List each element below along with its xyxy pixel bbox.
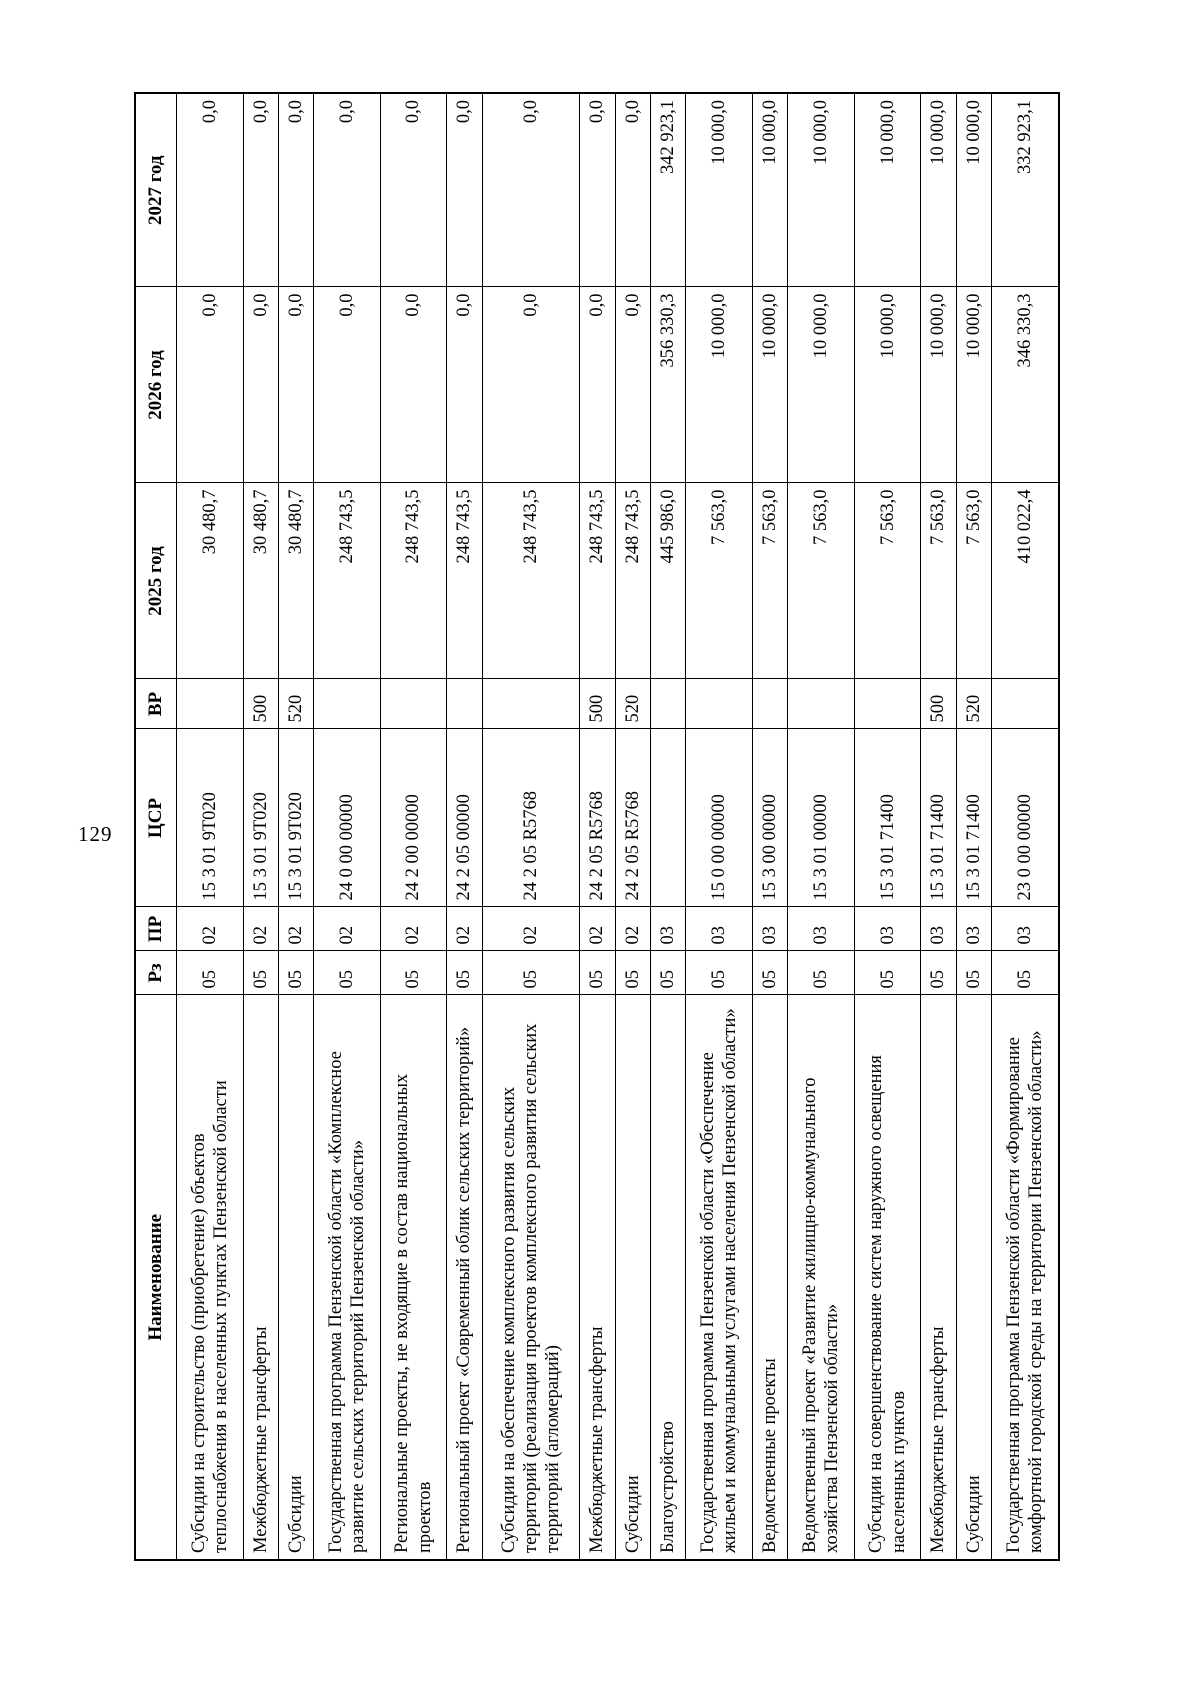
table-row	[921, 93, 956, 1560]
cell-rz: 05	[580, 951, 615, 995]
cell-value-2025: 248 743,5	[580, 483, 615, 679]
cell-name: Субсидии	[956, 995, 991, 1560]
cell-value-2026: 10 000,0	[854, 287, 921, 483]
cell-value-2025: 248 743,5	[615, 483, 650, 679]
cell-vr: 500	[921, 679, 956, 729]
cell-csr: 15 3 01 9Т020	[177, 729, 244, 907]
cell-pr: 02	[278, 907, 313, 951]
cell-vr	[686, 679, 753, 729]
cell-vr	[788, 679, 855, 729]
cell-csr: 23 0 00 00000	[992, 729, 1059, 907]
cell-pr: 03	[854, 907, 921, 951]
table-row	[380, 93, 447, 1560]
cell-value-2027: 10 000,0	[752, 93, 787, 287]
cell-name: Государственная программа Пензенской области «Комплексное развитие сельских территорий Пензенской области»	[314, 995, 381, 1560]
cell-value-2025: 445 986,0	[651, 483, 686, 679]
cell-pr: 02	[580, 907, 615, 951]
cell-name: Субсидии на строительство (приобретение) объектов теплоснабжения в населенных пунктах Пензенской области	[177, 995, 244, 1560]
header-2027: 2027 год	[135, 93, 177, 287]
cell-name: Региональные проекты, не входящие в состав национальных проектов	[380, 995, 447, 1560]
cell-vr	[380, 679, 447, 729]
table-row	[956, 93, 991, 1560]
page-number: 129	[78, 822, 113, 846]
table-row	[854, 93, 921, 1560]
cell-rz: 05	[177, 951, 244, 995]
cell-value-2026: 10 000,0	[956, 287, 991, 483]
cell-value-2025: 7 563,0	[956, 483, 991, 679]
cell-csr: 15 3 00 00000	[752, 729, 787, 907]
cell-value-2026: 10 000,0	[788, 287, 855, 483]
cell-value-2026: 0,0	[482, 287, 580, 483]
table-row	[243, 93, 278, 1560]
cell-pr: 02	[615, 907, 650, 951]
cell-value-2026: 0,0	[314, 287, 381, 483]
cell-value-2026: 10 000,0	[686, 287, 753, 483]
cell-name: Субсидии на обеспечение комплексного развития сельских территорий (реализация проектов комплексного развития сельских территорий (агломераций)	[482, 995, 580, 1560]
cell-pr: 02	[380, 907, 447, 951]
cell-value-2025: 248 743,5	[380, 483, 447, 679]
cell-name: Региональный проект «Современный облик сельских территорий»	[447, 995, 482, 1560]
header-rz: Рз	[135, 951, 177, 995]
cell-value-2025: 248 743,5	[314, 483, 381, 679]
cell-pr: 03	[686, 907, 753, 951]
cell-name: Межбюджетные трансферты	[580, 995, 615, 1560]
rotated-table-wrapper	[134, 94, 1060, 1561]
cell-value-2027: 0,0	[482, 93, 580, 287]
table-row	[314, 93, 381, 1560]
cell-vr: 520	[615, 679, 650, 729]
table-row	[992, 93, 1059, 1560]
cell-csr: 24 2 05 R5768	[482, 729, 580, 907]
cell-value-2025: 248 743,5	[447, 483, 482, 679]
cell-rz: 05	[921, 951, 956, 995]
cell-value-2027: 10 000,0	[956, 93, 991, 287]
cell-name: Субсидии	[615, 995, 650, 1560]
cell-value-2027: 0,0	[314, 93, 381, 287]
cell-value-2025: 7 563,0	[788, 483, 855, 679]
cell-value-2027: 0,0	[447, 93, 482, 287]
cell-rz: 05	[956, 951, 991, 995]
cell-rz: 05	[447, 951, 482, 995]
cell-pr: 03	[921, 907, 956, 951]
header-2025: 2025 год	[135, 483, 177, 679]
cell-name: Субсидии на совершенствование систем наружного освещения населенных пунктов	[854, 995, 921, 1560]
cell-rz: 05	[380, 951, 447, 995]
cell-value-2026: 0,0	[615, 287, 650, 483]
cell-value-2027: 342 923,1	[651, 93, 686, 287]
cell-pr: 02	[314, 907, 381, 951]
cell-pr: 02	[447, 907, 482, 951]
cell-rz: 05	[615, 951, 650, 995]
header-row	[135, 93, 177, 1560]
cell-value-2026: 356 330,3	[651, 287, 686, 483]
cell-csr: 15 3 01 71400	[956, 729, 991, 907]
cell-rz: 05	[651, 951, 686, 995]
table-row	[278, 93, 313, 1560]
cell-pr: 02	[177, 907, 244, 951]
cell-rz: 05	[752, 951, 787, 995]
cell-vr: 520	[956, 679, 991, 729]
table-row	[686, 93, 753, 1560]
cell-csr: 24 0 00 00000	[314, 729, 381, 907]
cell-value-2026: 0,0	[447, 287, 482, 483]
cell-value-2025: 30 480,7	[278, 483, 313, 679]
header-vr: ВР	[135, 679, 177, 729]
cell-rz: 05	[278, 951, 313, 995]
cell-pr: 02	[482, 907, 580, 951]
table-row	[651, 93, 686, 1560]
cell-csr: 15 3 01 00000	[788, 729, 855, 907]
cell-csr	[651, 729, 686, 907]
cell-rz: 05	[243, 951, 278, 995]
cell-vr	[854, 679, 921, 729]
cell-name: Благоустройство	[651, 995, 686, 1560]
table-row	[580, 93, 615, 1560]
cell-value-2027: 10 000,0	[921, 93, 956, 287]
cell-csr: 15 3 01 9Т020	[278, 729, 313, 907]
table-row	[752, 93, 787, 1560]
cell-csr: 15 3 01 71400	[854, 729, 921, 907]
cell-vr: 520	[278, 679, 313, 729]
cell-value-2026: 0,0	[243, 287, 278, 483]
header-csr: ЦСР	[135, 729, 177, 907]
cell-name: Государственная программа Пензенской области «Формирование комфортной городской среды на территории Пензенской области»	[992, 995, 1059, 1560]
cell-csr: 15 3 01 9Т020	[243, 729, 278, 907]
cell-rz: 05	[788, 951, 855, 995]
cell-value-2026: 0,0	[278, 287, 313, 483]
cell-pr: 02	[243, 907, 278, 951]
header-2026: 2026 год	[135, 287, 177, 483]
cell-value-2027: 0,0	[580, 93, 615, 287]
cell-value-2027: 10 000,0	[788, 93, 855, 287]
cell-value-2027: 10 000,0	[686, 93, 753, 287]
budget-table	[134, 92, 1060, 1561]
cell-name: Государственная программа Пензенской области «Обеспечение жильем и коммунальными услугами населения Пензенской области»	[686, 995, 753, 1560]
cell-value-2025: 30 480,7	[177, 483, 244, 679]
cell-pr: 03	[788, 907, 855, 951]
cell-value-2027: 0,0	[380, 93, 447, 287]
cell-name: Субсидии	[278, 995, 313, 1560]
cell-value-2027: 332 923,1	[992, 93, 1059, 287]
cell-rz: 05	[854, 951, 921, 995]
cell-value-2027: 0,0	[278, 93, 313, 287]
cell-rz: 05	[992, 951, 1059, 995]
cell-vr: 500	[243, 679, 278, 729]
cell-csr: 24 2 05 00000	[447, 729, 482, 907]
cell-pr: 03	[752, 907, 787, 951]
table-row	[177, 93, 244, 1560]
cell-value-2025: 248 743,5	[482, 483, 580, 679]
cell-name: Межбюджетные трансферты	[243, 995, 278, 1560]
cell-value-2026: 0,0	[580, 287, 615, 483]
table-header	[135, 93, 177, 1560]
header-name: Наименование	[135, 995, 177, 1560]
cell-vr	[992, 679, 1059, 729]
cell-csr: 24 2 05 R5768	[580, 729, 615, 907]
table-row	[482, 93, 580, 1560]
cell-value-2025: 7 563,0	[686, 483, 753, 679]
cell-value-2026: 0,0	[177, 287, 244, 483]
table-body	[177, 93, 1060, 1560]
cell-vr	[314, 679, 381, 729]
header-pr: ПР	[135, 907, 177, 951]
cell-value-2025: 410 022,4	[992, 483, 1059, 679]
table-row	[615, 93, 650, 1560]
cell-vr	[447, 679, 482, 729]
cell-csr: 24 2 05 R5768	[615, 729, 650, 907]
cell-value-2026: 346 330,3	[992, 287, 1059, 483]
cell-vr	[482, 679, 580, 729]
table-row	[447, 93, 482, 1560]
cell-value-2027: 0,0	[177, 93, 244, 287]
cell-value-2025: 7 563,0	[921, 483, 956, 679]
cell-value-2025: 7 563,0	[854, 483, 921, 679]
cell-rz: 05	[314, 951, 381, 995]
cell-rz: 05	[482, 951, 580, 995]
cell-name: Межбюджетные трансферты	[921, 995, 956, 1560]
cell-vr	[651, 679, 686, 729]
cell-pr: 03	[992, 907, 1059, 951]
cell-value-2027: 0,0	[243, 93, 278, 287]
cell-value-2026: 10 000,0	[921, 287, 956, 483]
cell-vr	[752, 679, 787, 729]
table-row	[788, 93, 855, 1560]
cell-csr: 24 2 00 00000	[380, 729, 447, 907]
cell-value-2027: 10 000,0	[854, 93, 921, 287]
cell-name: Ведомственный проект «Развитие жилищно-коммунального хозяйства Пензенской области»	[788, 995, 855, 1560]
cell-name: Ведомственные проекты	[752, 995, 787, 1560]
cell-pr: 03	[956, 907, 991, 951]
cell-value-2025: 7 563,0	[752, 483, 787, 679]
cell-value-2026: 10 000,0	[752, 287, 787, 483]
cell-csr: 15 3 01 71400	[921, 729, 956, 907]
cell-csr: 15 0 00 00000	[686, 729, 753, 907]
cell-value-2027: 0,0	[615, 93, 650, 287]
cell-pr: 03	[651, 907, 686, 951]
cell-value-2026: 0,0	[380, 287, 447, 483]
cell-vr	[177, 679, 244, 729]
cell-value-2025: 30 480,7	[243, 483, 278, 679]
cell-rz: 05	[686, 951, 753, 995]
cell-vr: 500	[580, 679, 615, 729]
